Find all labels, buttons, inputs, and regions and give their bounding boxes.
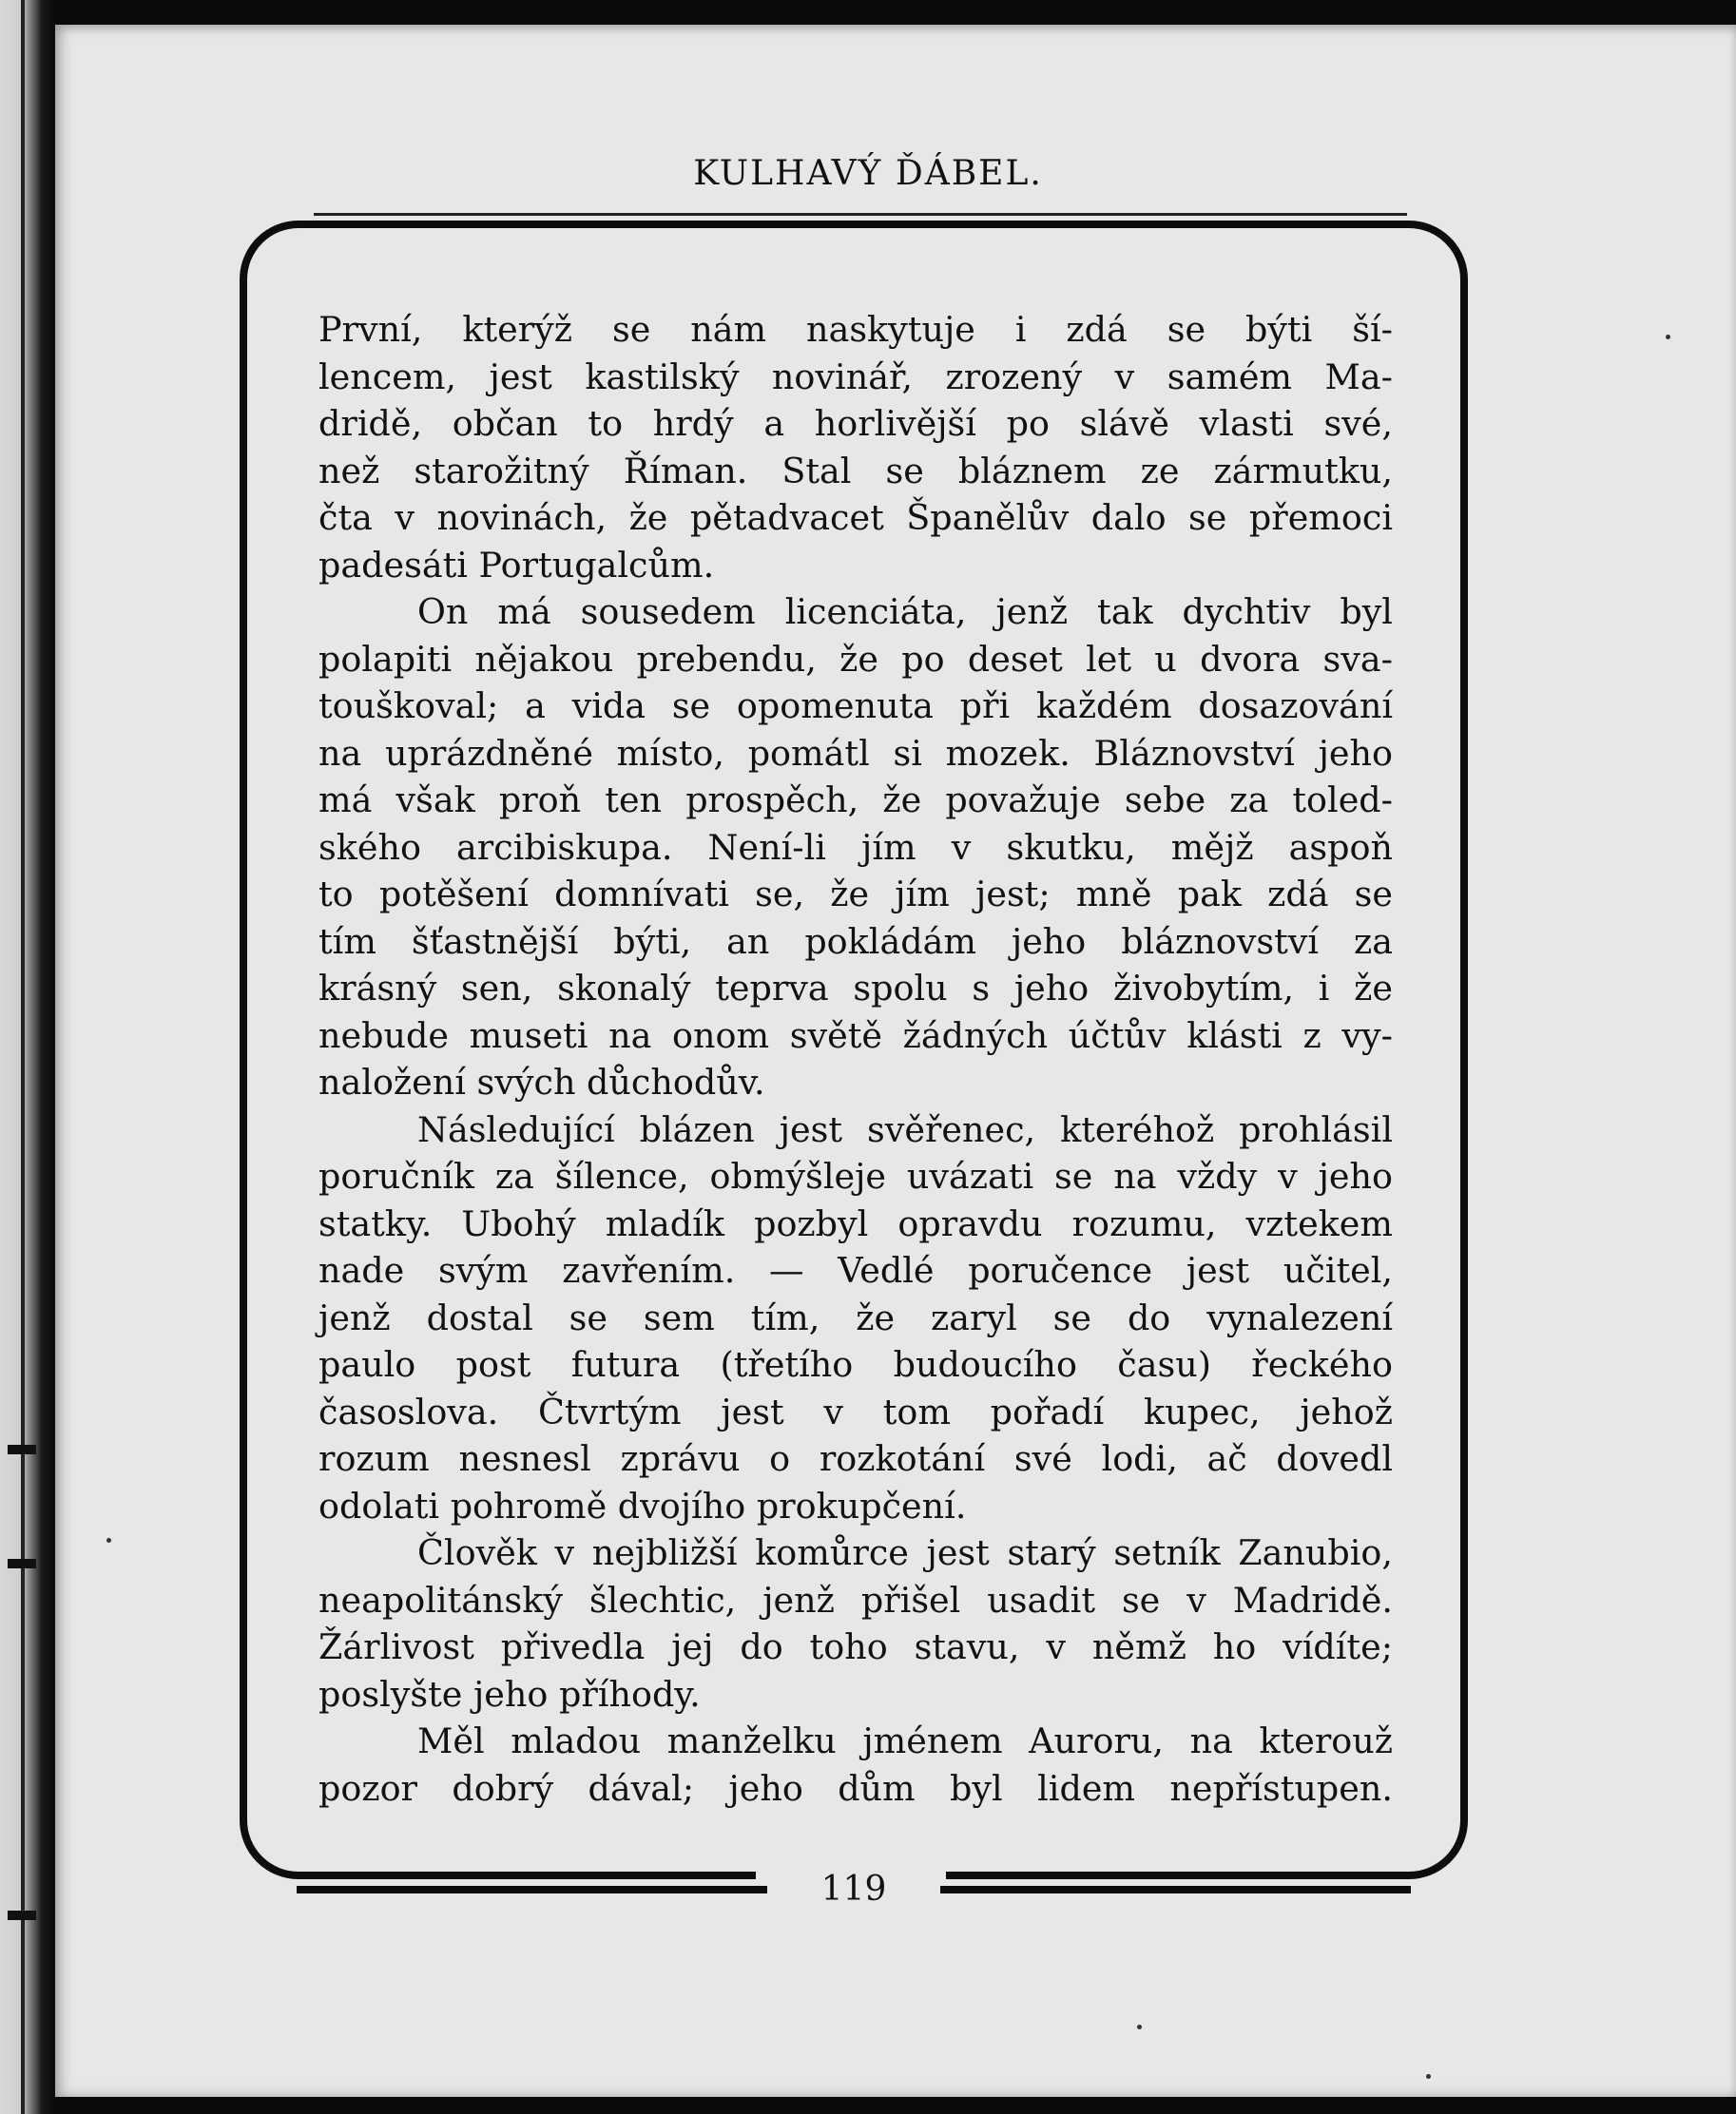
- text-line: to potěšení domnívati se, že jím jest; mně pak zdá se: [318, 874, 1393, 914]
- text-line: statky. Ubohý mladík pozbyl opravdu rozumu, vztekem: [318, 1202, 1393, 1244]
- text-line: lencem, jest kastilský novinář, zrozený v samém Ma-: [318, 356, 1393, 397]
- text-line: rozum nesnesl zprávu o rozkotání své lodi, ač dovedl: [318, 1438, 1393, 1479]
- folio-area: [240, 1865, 1468, 1922]
- frame-top-rule: [314, 213, 1407, 216]
- page-number: 119: [820, 1870, 887, 1909]
- text-line: paulo post futura (třetího budoucího času) řeckého: [318, 1344, 1393, 1385]
- text-line: Člověk v nejbližší komůrce jest starý setník Zanubio,: [417, 1532, 1393, 1573]
- text-line: časoslova. Čtvrtým jest v tom pořadí kupec, jehož: [318, 1391, 1393, 1432]
- text-line: než starožitný Říman. Stal se bláznem ze zármutku,: [318, 450, 1393, 491]
- spine-mark: [8, 1445, 36, 1454]
- text-line: První, kterýž se nám naskytuje i zdá se býti ší-: [318, 309, 1393, 350]
- text-line: touškoval; a vida se opomenuta při každém dosazování: [318, 685, 1393, 726]
- text-line: má však proň ten prospěch, že považuje sebe za toled-: [318, 779, 1393, 820]
- text-line: On má sousedem licenciáta, jenž tak dychtiv byl: [417, 591, 1393, 632]
- spine-mark: [8, 1559, 36, 1568]
- paper-speck: [1137, 2025, 1142, 2029]
- text-line: neapolitánský šlechtic, jenž přišel usadit se v Madridě.: [318, 1579, 1393, 1621]
- text-line: ského arcibiskupa. Není-li jím v skutku, mějž aspoň: [318, 826, 1393, 868]
- text-line: Následující blázen jest svěřenec, kteréhož prohlásil: [417, 1108, 1393, 1150]
- body-text: [318, 306, 1393, 1812]
- paper-speck: [1426, 2074, 1431, 2079]
- text-line: krásný sen, skonalý teprva spolu s jeho živobytím, i že: [318, 968, 1393, 1009]
- facing-page-edge: [0, 0, 55, 2114]
- spine-line: [21, 0, 25, 2114]
- text-line: padesáti Portugalcům.: [318, 544, 715, 586]
- text-line: Měl mladou manželku jménem Auroru, na kterouž: [417, 1720, 1393, 1761]
- running-head: KULHAVÝ ĎÁBEL.: [693, 154, 1043, 193]
- text-line: nade svým zavřením. — Vedlé poručence jest učitel,: [318, 1250, 1393, 1291]
- spine-mark: [8, 1911, 36, 1920]
- text-line: polapiti nějakou prebendu, že po deset let u dvora sva-: [318, 638, 1393, 680]
- text-line: odolati pohromě dvojího prokupčení.: [318, 1485, 967, 1527]
- paper-speck: [1666, 335, 1670, 339]
- text-line: Žárlivost přivedla jej do toho stavu, v němž ho vídíte;: [318, 1626, 1393, 1667]
- text-line: jenž dostal se sem tím, že zaryl se do vynalezení: [318, 1297, 1393, 1338]
- text-line: čta v novinách, že pětadvacet Španělův dalo se přemoci: [318, 497, 1393, 538]
- text-line: na uprázdněné místo, pomátl si mozek. Bláznovství jeho: [318, 732, 1393, 774]
- text-line: pozor dobrý dával; jeho dům byl lidem nepřístupen.: [318, 1767, 1393, 1809]
- text-line: poručník za šílence, obmýšleje uvázati se na vždy v jeho: [318, 1156, 1393, 1197]
- text-line: nebude museti na onom světě žádných účtův klásti z vy-: [318, 1014, 1393, 1056]
- text-line: tím šťastnější býti, an pokládám jeho bláznovství za: [318, 920, 1393, 962]
- text-line: naložení svých důchodův.: [318, 1062, 765, 1103]
- text-line: dridě, občan to hrdý a horlivější po slávě vlasti své,: [318, 403, 1393, 444]
- paper-speck: [106, 1538, 111, 1543]
- text-line: poslyšte jeho příhody.: [318, 1673, 701, 1715]
